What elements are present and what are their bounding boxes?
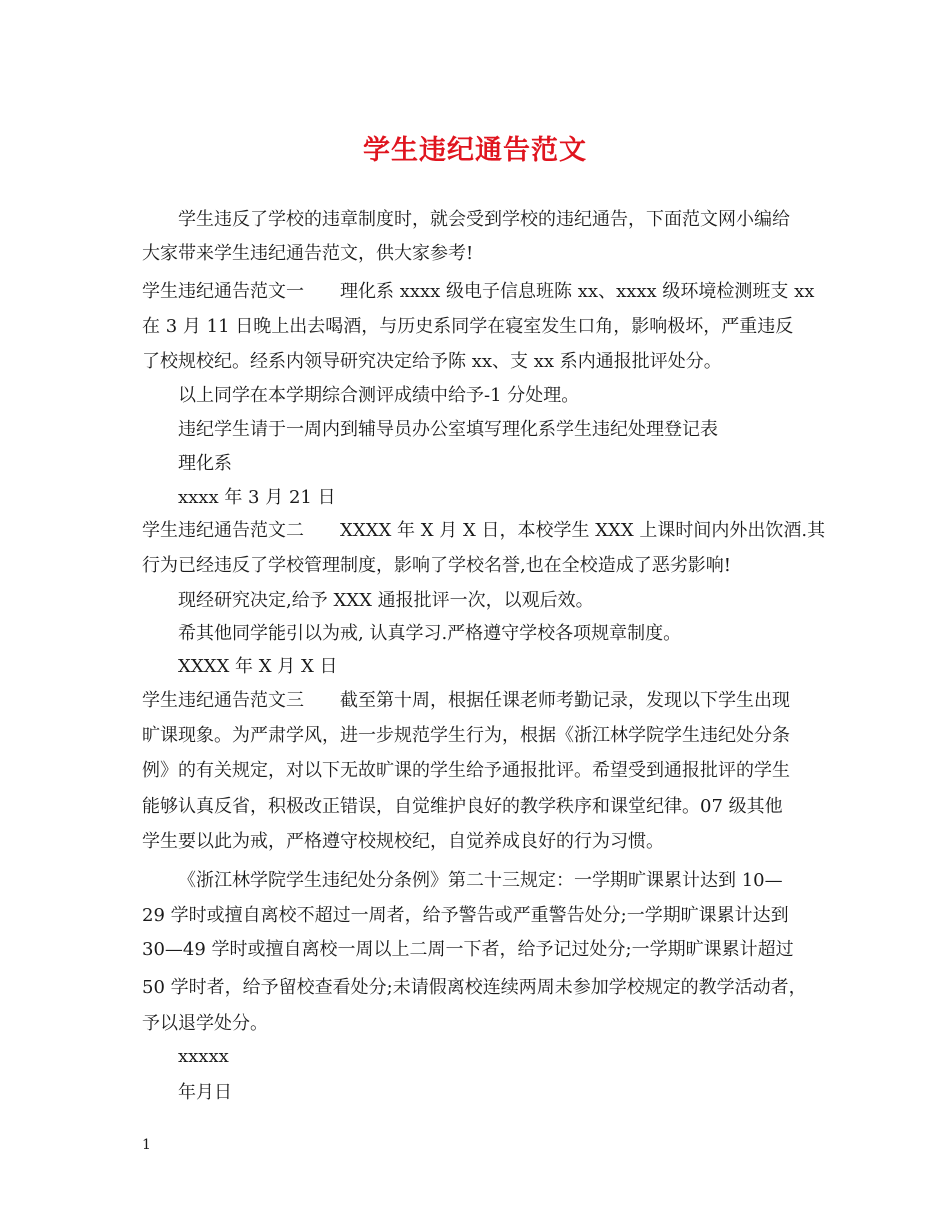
body-line: 旷课现象。为严肃学风，进一步规范学生行为，根据《浙江林学院学生违纪处分条 — [142, 725, 790, 746]
body-line: 例》的有关规定，对以下无故旷课的学生给予通报批评。希望受到通报批评的学生 — [142, 760, 790, 781]
signature-line: xxxxx — [178, 1046, 229, 1067]
document-title: 学生违纪通告范文 — [363, 135, 587, 166]
body-line: 学生要以此为戒，严格遵守校规校纪，自觉养成良好的行为习惯。 — [142, 831, 664, 852]
body-line: 现经研究决定,给予 XXX 通报批评一次，以观后效。 — [178, 590, 594, 611]
body-line: 予以退学处分。 — [142, 1013, 268, 1034]
body-line: 学生违反了学校的违章制度时，就会受到学校的违纪通告，下面范文网小编给 — [178, 209, 790, 230]
body-line: 以上同学在本学期综合测评成绩中给予-1 分处理。 — [178, 385, 580, 406]
date-line: xxxx 年 3 月 21 日 — [178, 487, 336, 508]
date-line: XXXX 年 X 月 X 日 — [178, 656, 338, 677]
body-line: 行为已经违反了学校管理制度，影响了学校名誉,也在全校造成了恶劣影响! — [142, 555, 731, 576]
body-line: 学生违纪通告范文二 XXXX 年 X 月 X 日，本校学生 XXX 上课时间内外出饮酒.其 — [142, 520, 826, 541]
body-line: 学生违纪通告范文一 理化系 xxxx 级电子信息班陈 xx、xxxx 级环境检测班支 xx — [142, 281, 815, 302]
body-line: 了校规校纪。经系内领导研究决定给予陈 xx、支 xx 系内通报批评处分。 — [142, 351, 722, 372]
page-number: 1 — [142, 1137, 151, 1153]
body-line: 50 学时者，给予留校查看处分;未请假离校连续两周未参加学校规定的教学活动者， — [142, 977, 807, 998]
body-line: 违纪学生请于一周内到辅导员办公室填写理化系学生违纪处理登记表 — [178, 419, 718, 440]
body-line: 30—49 学时或擅自离校一周以上二周一下者，给予记过处分;一学期旷课累计超过 — [142, 939, 794, 960]
body-line: 《浙江林学院学生违纪处分条例》第二十三规定：一学期旷课累计达到 10— — [178, 870, 783, 891]
body-line: 能够认真反省，积极改正错误，自觉维护良好的教学秩序和课堂纪律。07 级其他 — [142, 796, 783, 817]
body-line: 在 3 月 11 日晚上出去喝酒，与历史系同学在寝室发生口角，影响极坏，严重违反 — [142, 316, 794, 337]
date-line: 年月日 — [178, 1082, 232, 1103]
body-line: 希其他同学能引以为戒, 认真学习.严格遵守学校各项规章制度。 — [178, 623, 682, 644]
body-line: 理化系 — [178, 453, 232, 474]
body-line: 29 学时或擅自离校不超过一周者，给予警告或严重警告处分;一学期旷课累计达到 — [142, 905, 789, 926]
body-line: 学生违纪通告范文三 截至第十周，根据任课老师考勤记录，发现以下学生出现 — [142, 690, 790, 711]
body-line: 大家带来学生违纪通告范文，供大家参考! — [142, 243, 474, 264]
